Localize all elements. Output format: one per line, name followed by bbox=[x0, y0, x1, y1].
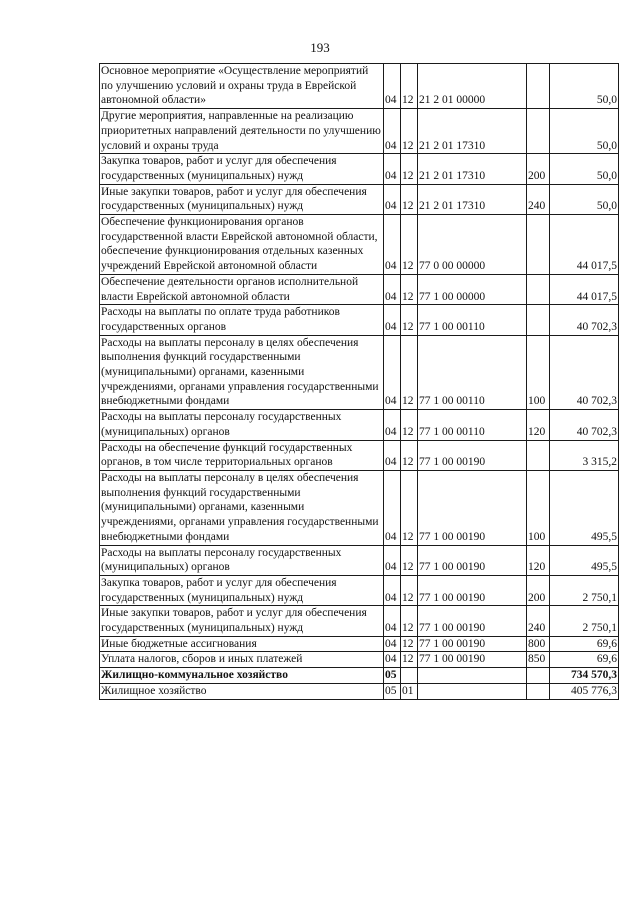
amount-cell: 734 570,3 bbox=[550, 668, 619, 684]
section-code-cell: 04 bbox=[384, 652, 401, 668]
target-article-cell: 77 1 00 00190 bbox=[418, 575, 527, 605]
subsection-code-cell: 12 bbox=[401, 64, 418, 109]
expense-type-cell bbox=[527, 305, 550, 335]
section-code-cell: 04 bbox=[384, 274, 401, 304]
target-article-cell: 77 1 00 00190 bbox=[418, 545, 527, 575]
section-code-cell: 04 bbox=[384, 575, 401, 605]
row-name-cell: Расходы на обеспечение функций государственных органов, в том числе территориальных органов bbox=[100, 440, 384, 470]
table-row bbox=[100, 440, 619, 470]
section-code-cell: 04 bbox=[384, 410, 401, 440]
target-article-cell: 21 2 01 17310 bbox=[418, 154, 527, 184]
row-name-cell: Жилищно-коммунальное хозяйство bbox=[100, 668, 384, 684]
target-article-cell: 21 2 01 00000 bbox=[418, 64, 527, 109]
subsection-code-cell: 12 bbox=[401, 440, 418, 470]
target-article-cell: 77 1 00 00190 bbox=[418, 606, 527, 636]
table-row bbox=[100, 335, 619, 410]
section-code-cell: 04 bbox=[384, 636, 401, 652]
subsection-code-cell: 12 bbox=[401, 606, 418, 636]
amount-cell: 2 750,1 bbox=[550, 575, 619, 605]
amount-cell: 50,0 bbox=[550, 154, 619, 184]
target-article-cell: 77 0 00 00000 bbox=[418, 215, 527, 275]
row-name-cell: Обеспечение деятельности органов исполнительной власти Еврейской автономной области bbox=[100, 274, 384, 304]
target-article-cell: 77 1 00 00190 bbox=[418, 636, 527, 652]
amount-cell: 40 702,3 bbox=[550, 335, 619, 410]
subsection-code-cell: 12 bbox=[401, 184, 418, 214]
amount-cell: 50,0 bbox=[550, 64, 619, 109]
amount-cell: 40 702,3 bbox=[550, 410, 619, 440]
subsection-code-cell: 12 bbox=[401, 470, 418, 545]
table-row bbox=[100, 109, 619, 154]
amount-cell: 50,0 bbox=[550, 184, 619, 214]
target-article-cell: 77 1 00 00110 bbox=[418, 305, 527, 335]
table-row bbox=[100, 470, 619, 545]
table-row bbox=[100, 575, 619, 605]
table-row bbox=[100, 668, 619, 684]
expense-type-cell bbox=[527, 274, 550, 304]
expense-type-cell: 240 bbox=[527, 184, 550, 214]
row-name-cell: Основное мероприятие «Осуществление мероприятий по улучшению условий и охраны труда в Еврейской автономной области» bbox=[100, 64, 384, 109]
amount-cell: 69,6 bbox=[550, 636, 619, 652]
section-code-cell: 04 bbox=[384, 470, 401, 545]
budget-table-body bbox=[100, 64, 619, 700]
section-code-cell: 04 bbox=[384, 335, 401, 410]
amount-cell: 44 017,5 bbox=[550, 274, 619, 304]
table-row bbox=[100, 274, 619, 304]
section-code-cell: 04 bbox=[384, 184, 401, 214]
row-name-cell: Расходы на выплаты персоналу государственных (муниципальных) органов bbox=[100, 545, 384, 575]
amount-cell: 405 776,3 bbox=[550, 683, 619, 699]
amount-cell: 50,0 bbox=[550, 109, 619, 154]
subsection-code-cell: 12 bbox=[401, 575, 418, 605]
expense-type-cell: 850 bbox=[527, 652, 550, 668]
subsection-code-cell: 12 bbox=[401, 652, 418, 668]
target-article-cell bbox=[418, 683, 527, 699]
subsection-code-cell: 12 bbox=[401, 215, 418, 275]
expense-type-cell bbox=[527, 215, 550, 275]
section-code-cell: 04 bbox=[384, 109, 401, 154]
target-article-cell: 77 1 00 00110 bbox=[418, 335, 527, 410]
amount-cell: 44 017,5 bbox=[550, 215, 619, 275]
table-row bbox=[100, 636, 619, 652]
expense-type-cell bbox=[527, 440, 550, 470]
amount-cell: 495,5 bbox=[550, 545, 619, 575]
row-name-cell: Жилищное хозяйство bbox=[100, 683, 384, 699]
page-number: 193 bbox=[310, 40, 330, 55]
table-row bbox=[100, 410, 619, 440]
subsection-code-cell: 01 bbox=[401, 683, 418, 699]
section-code-cell: 04 bbox=[384, 440, 401, 470]
table-row bbox=[100, 184, 619, 214]
target-article-cell: 77 1 00 00190 bbox=[418, 470, 527, 545]
subsection-code-cell: 12 bbox=[401, 545, 418, 575]
table-row bbox=[100, 683, 619, 699]
row-name-cell: Закупка товаров, работ и услуг для обеспечения государственных (муниципальных) нужд bbox=[100, 575, 384, 605]
expense-type-cell: 800 bbox=[527, 636, 550, 652]
table-row bbox=[100, 215, 619, 275]
expense-type-cell: 120 bbox=[527, 545, 550, 575]
target-article-cell: 77 1 00 00000 bbox=[418, 274, 527, 304]
row-name-cell: Закупка товаров, работ и услуг для обеспечения государственных (муниципальных) нужд bbox=[100, 154, 384, 184]
expense-type-cell: 100 bbox=[527, 335, 550, 410]
subsection-code-cell: 12 bbox=[401, 109, 418, 154]
target-article-cell: 21 2 01 17310 bbox=[418, 184, 527, 214]
expense-type-cell bbox=[527, 683, 550, 699]
expense-type-cell: 200 bbox=[527, 575, 550, 605]
subsection-code-cell: 12 bbox=[401, 305, 418, 335]
expense-type-cell bbox=[527, 64, 550, 109]
amount-cell: 495,5 bbox=[550, 470, 619, 545]
row-name-cell: Расходы на выплаты персоналу государственных (муниципальных) органов bbox=[100, 410, 384, 440]
subsection-code-cell bbox=[401, 668, 418, 684]
expense-type-cell bbox=[527, 668, 550, 684]
amount-cell: 2 750,1 bbox=[550, 606, 619, 636]
target-article-cell: 77 1 00 00190 bbox=[418, 652, 527, 668]
subsection-code-cell: 12 bbox=[401, 410, 418, 440]
table-row bbox=[100, 606, 619, 636]
table-row bbox=[100, 545, 619, 575]
expense-type-cell: 240 bbox=[527, 606, 550, 636]
table-row bbox=[100, 154, 619, 184]
section-code-cell: 04 bbox=[384, 64, 401, 109]
section-code-cell: 04 bbox=[384, 215, 401, 275]
subsection-code-cell: 12 bbox=[401, 154, 418, 184]
row-name-cell: Иные закупки товаров, работ и услуг для обеспечения государственных (муниципальных) нужд bbox=[100, 184, 384, 214]
row-name-cell: Расходы на выплаты по оплате труда работников государственных органов bbox=[100, 305, 384, 335]
section-code-cell: 04 bbox=[384, 545, 401, 575]
table-row bbox=[100, 652, 619, 668]
section-code-cell: 05 bbox=[384, 683, 401, 699]
amount-cell: 69,6 bbox=[550, 652, 619, 668]
expense-type-cell: 100 bbox=[527, 470, 550, 545]
section-code-cell: 04 bbox=[384, 606, 401, 636]
subsection-code-cell: 12 bbox=[401, 335, 418, 410]
row-name-cell: Иные закупки товаров, работ и услуг для обеспечения государственных (муниципальных) нужд bbox=[100, 606, 384, 636]
section-code-cell: 05 bbox=[384, 668, 401, 684]
subsection-code-cell: 12 bbox=[401, 274, 418, 304]
row-name-cell: Расходы на выплаты персоналу в целях обеспечения выполнения функций государственными (муниципальными) органами, казенными учреждениями, органами управления государственными внебюджетными фондами bbox=[100, 470, 384, 545]
row-name-cell: Расходы на выплаты персоналу в целях обеспечения выполнения функций государственными (муниципальными) органами, казенными учреждениями, органами управления государственными внебюджетными фондами bbox=[100, 335, 384, 410]
section-code-cell: 04 bbox=[384, 305, 401, 335]
amount-cell: 3 315,2 bbox=[550, 440, 619, 470]
target-article-cell: 21 2 01 17310 bbox=[418, 109, 527, 154]
row-name-cell: Уплата налогов, сборов и иных платежей bbox=[100, 652, 384, 668]
target-article-cell: 77 1 00 00110 bbox=[418, 410, 527, 440]
expense-type-cell: 200 bbox=[527, 154, 550, 184]
budget-table bbox=[99, 63, 619, 700]
table-row bbox=[100, 305, 619, 335]
expense-type-cell: 120 bbox=[527, 410, 550, 440]
amount-cell: 40 702,3 bbox=[550, 305, 619, 335]
section-code-cell: 04 bbox=[384, 154, 401, 184]
subsection-code-cell: 12 bbox=[401, 636, 418, 652]
row-name-cell: Другие мероприятия, направленные на реализацию приоритетных направлений деятельности по улучшению условий и охраны труда bbox=[100, 109, 384, 154]
expense-type-cell bbox=[527, 109, 550, 154]
target-article-cell: 77 1 00 00190 bbox=[418, 440, 527, 470]
target-article-cell bbox=[418, 668, 527, 684]
row-name-cell: Обеспечение функционирования органов государственной власти Еврейской автономной области, обеспечение функционирования отдельных казенных учреждений Еврейской автономной области bbox=[100, 215, 384, 275]
row-name-cell: Иные бюджетные ассигнования bbox=[100, 636, 384, 652]
table-row bbox=[100, 64, 619, 109]
